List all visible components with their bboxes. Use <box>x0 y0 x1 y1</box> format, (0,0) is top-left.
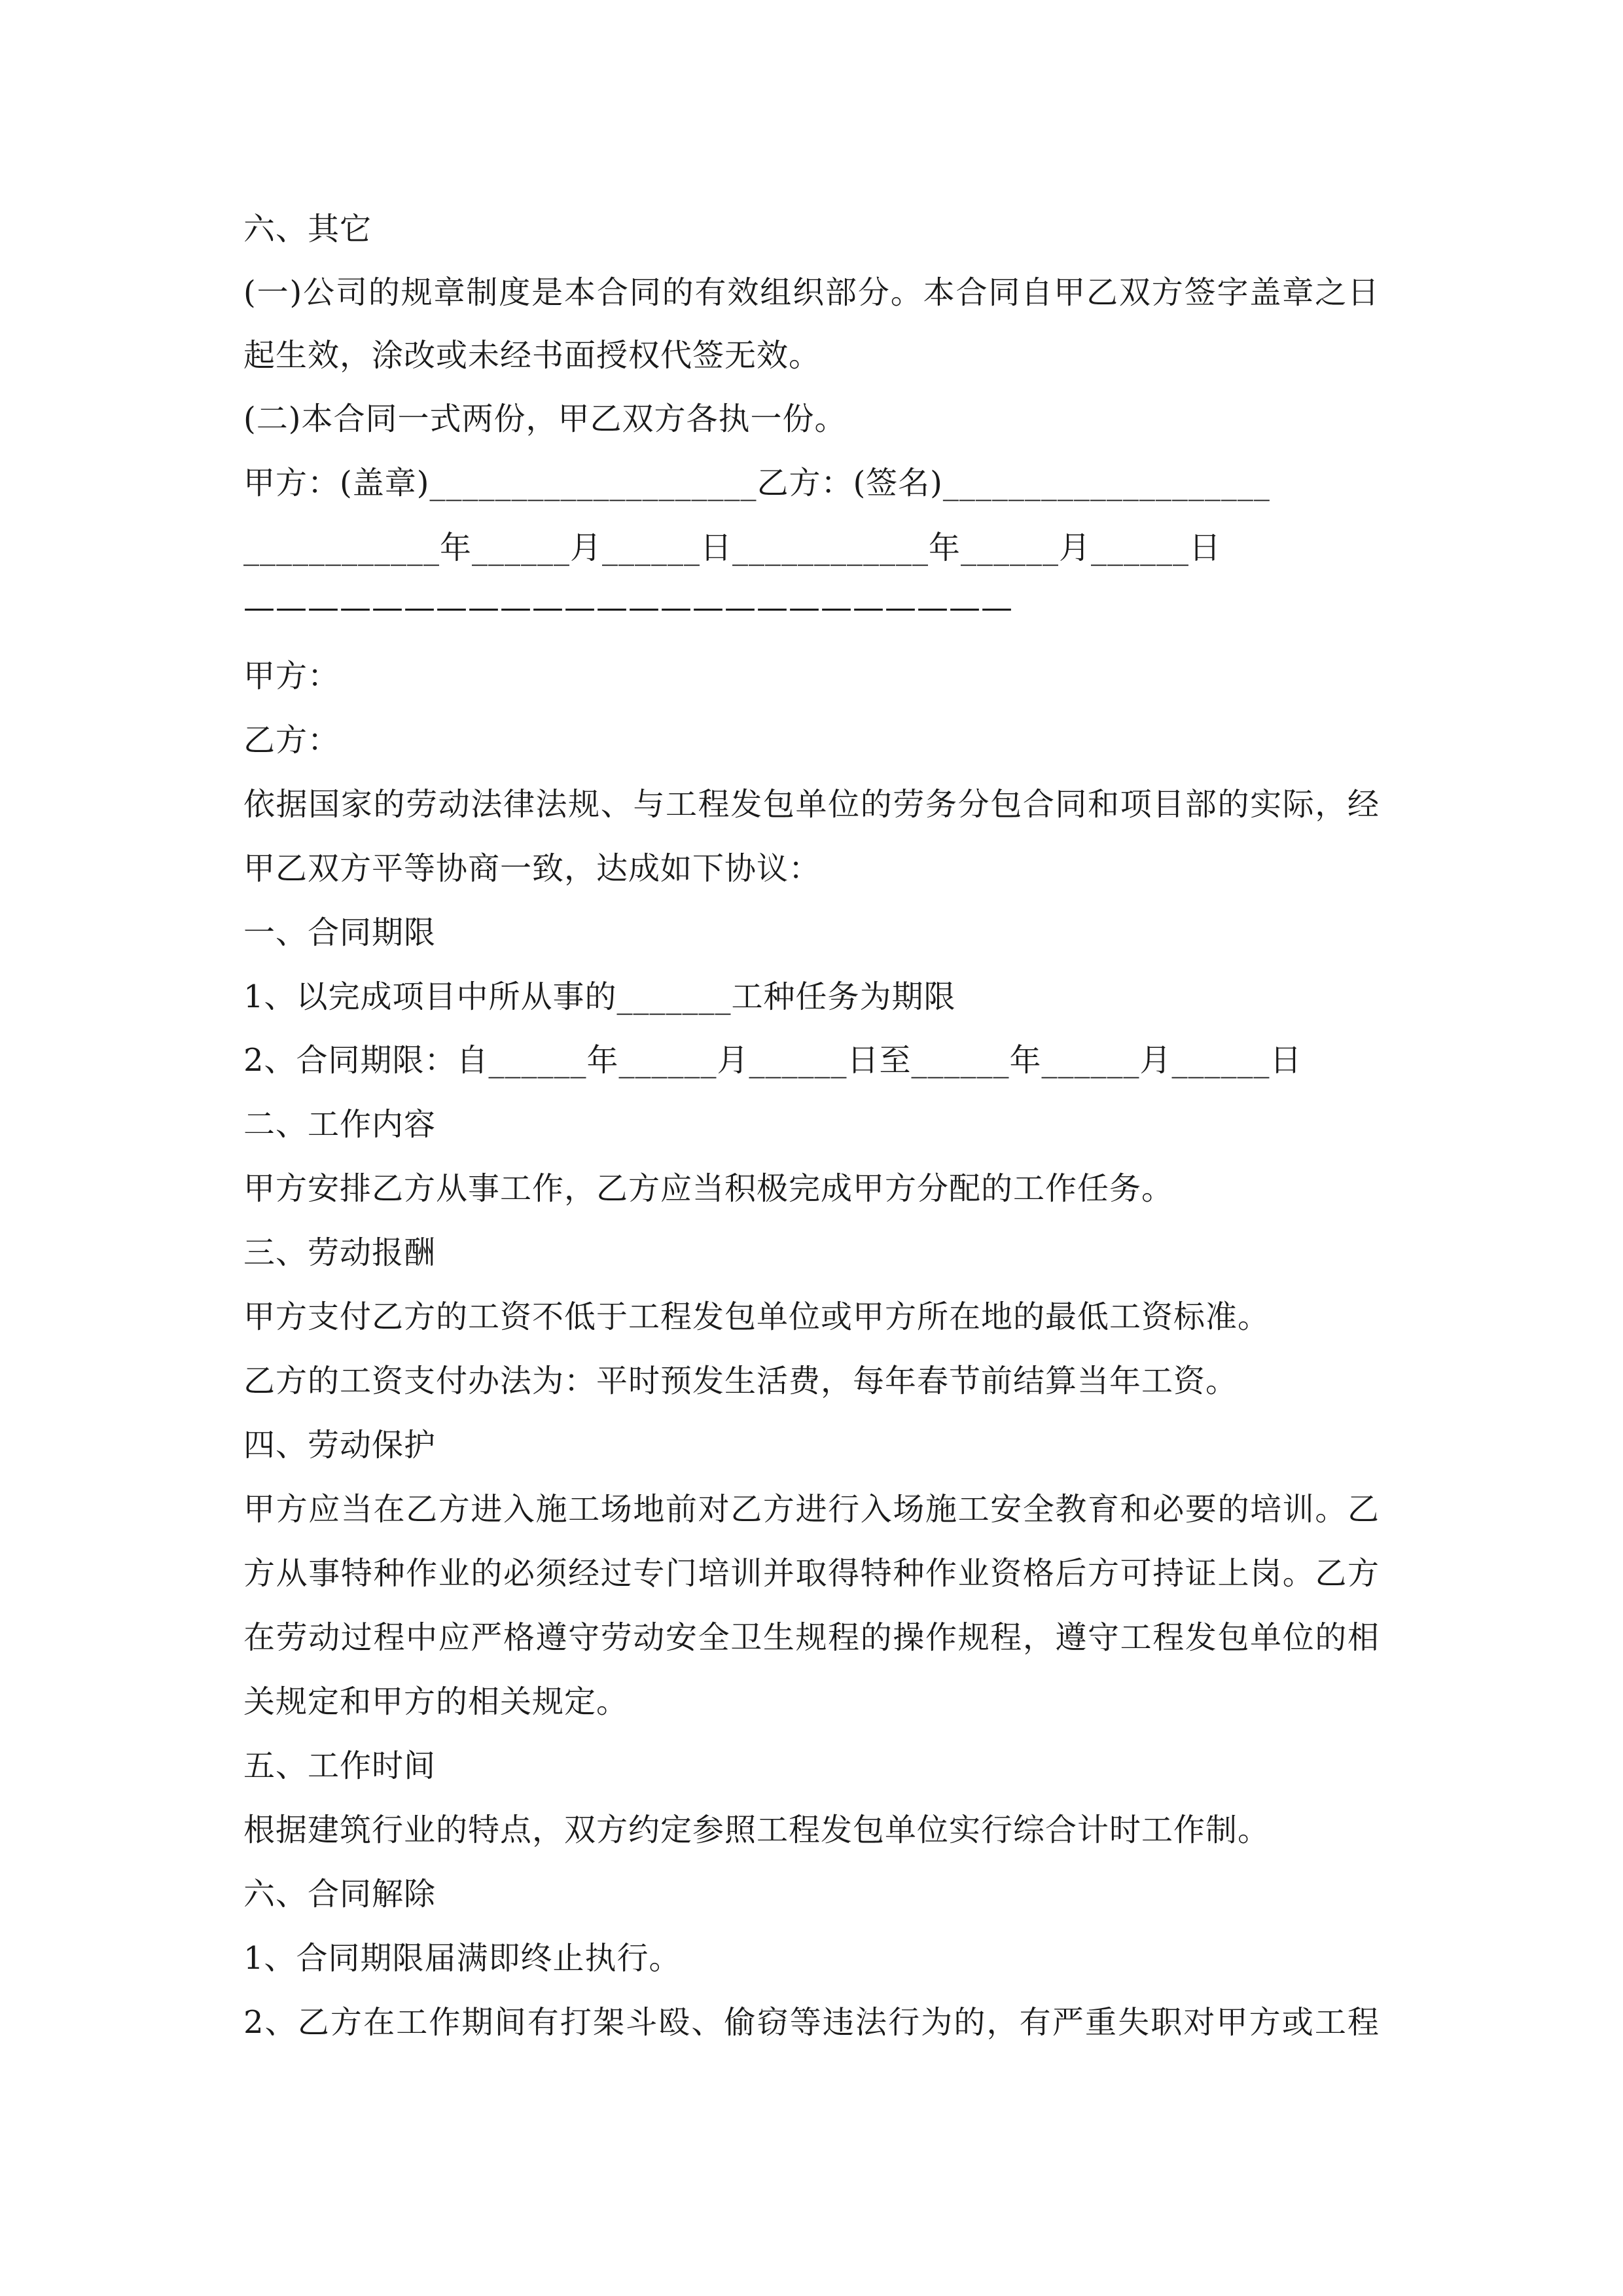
paragraph-line: (一)公司的规章制度是本合同的有效组织部分。本合同自甲乙双方签字盖章之日 <box>243 274 1380 311</box>
paragraph-line: 关规定和甲方的相关规定。 <box>243 1683 629 1720</box>
section-heading: 一、合同期限 <box>243 914 437 951</box>
paragraph-line: 起生效，涂改或未经书面授权代签无效。 <box>243 337 821 374</box>
section-heading: 六、合同解除 <box>243 1876 437 1912</box>
paragraph-line: 乙方的工资支付办法为：平时预发生活费，每年春节前结算当年工资。 <box>243 1363 1238 1399</box>
section-heading: 四、劳动保护 <box>243 1427 437 1463</box>
paragraph-line: 甲乙双方平等协商一致，达成如下协议： <box>243 850 821 887</box>
paragraph-line: 甲方应当在乙方进入施工场地前对乙方进行入场施工安全教育和必要的培训。乙 <box>243 1491 1380 1528</box>
paragraph-line: 在劳动过程中应严格遵守劳动安全卫生规程的操作规程，遵守工程发包单位的相 <box>243 1619 1380 1656</box>
section-heading: 五、工作时间 <box>243 1748 437 1784</box>
paragraph-line: 依据国家的劳动法律法规、与工程发包单位的劳务分包合同和项目部的实际，经 <box>243 786 1380 823</box>
party-a-label: 甲方： <box>243 658 340 694</box>
section-heading-other: 六、其它 <box>243 211 372 247</box>
paragraph-line: 2、乙方在工作期间有打架斗殴、偷窃等违法行为的，有严重失职对甲方或工程 <box>243 2004 1380 2041</box>
separator-line: ———————————————————————— <box>243 589 1013 626</box>
party-b-label: 乙方： <box>243 722 340 759</box>
paragraph-line: 根据建筑行业的特点，双方约定参照工程发包单位实行综合计时工作制。 <box>243 1812 1270 1848</box>
date-line: ____________年______月______日____________年______月______日 <box>243 529 1222 566</box>
section-heading: 二、工作内容 <box>243 1106 437 1143</box>
paragraph-line: 方从事特种作业的必须经过专门培训并取得特种作业资格后方可持证上岗。乙方 <box>243 1555 1380 1592</box>
paragraph-line: 1、合同期限届满即终止执行。 <box>243 1940 681 1977</box>
paragraph-line: 2、合同期限：自______年______月______日至______年______月______日 <box>243 1042 1302 1079</box>
signature-line: 甲方：(盖章)____________________乙方：(签名)____________________ <box>243 465 1270 501</box>
section-heading: 三、劳动报酬 <box>243 1234 437 1271</box>
paragraph-line: 甲方支付乙方的工资不低于工程发包单位或甲方所在地的最低工资标准。 <box>243 1299 1270 1335</box>
paragraph-line: 甲方安排乙方从事工作，乙方应当积极完成甲方分配的工作任务。 <box>243 1170 1174 1207</box>
paragraph-line: 1、以完成项目中所从事的_______工种任务为期限 <box>243 978 956 1015</box>
paragraph-line: (二)本合同一式两份，甲乙双方各执一份。 <box>243 401 847 437</box>
